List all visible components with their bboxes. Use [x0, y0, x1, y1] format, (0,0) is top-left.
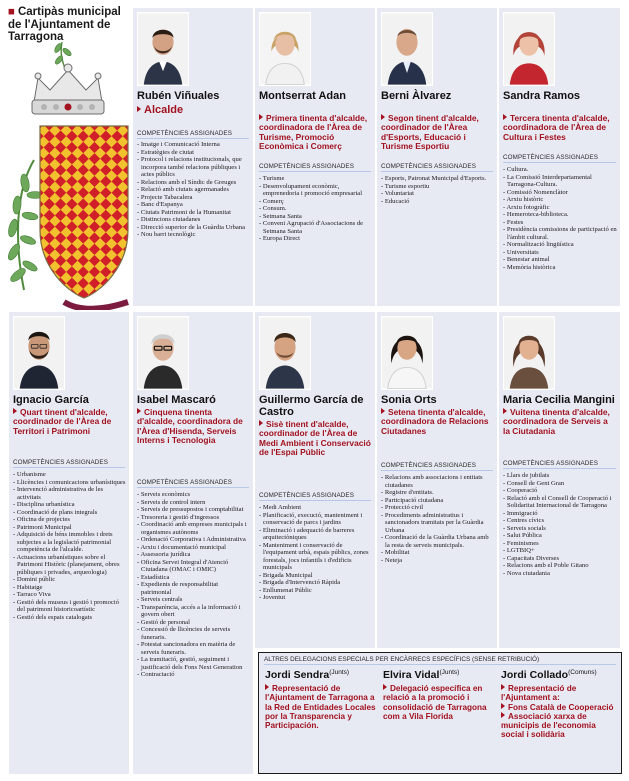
- competence-item: - Salut Pública: [503, 532, 542, 539]
- competence-item: - Gestió de personal: [137, 618, 190, 626]
- competence-item: - Gestió dels espais catalogats: [13, 613, 93, 621]
- competence-item: - Llicències i comunicacions urbanístiques: [13, 478, 126, 486]
- competence-item: - Potestat sancionadora en matèria de serveis funeraris.: [137, 641, 236, 656]
- competence-item: - Protecció civil: [381, 504, 424, 511]
- delegate-jordi-collado: [501, 667, 617, 740]
- member-name: Guillermo García de Castro: [259, 394, 364, 418]
- arrow-icon: [265, 684, 269, 690]
- competence-item: - Estadística: [137, 573, 170, 581]
- competence-item: - Expedients de responsabilitat patrimonial: [137, 581, 219, 596]
- competence-item: - Festes: [503, 218, 524, 226]
- competence-item: - Relacions amb associacions i entitats ciutadanes: [381, 474, 483, 489]
- competence-item: - Patrimoni Municipal: [13, 523, 72, 531]
- delegate-roles: [265, 684, 377, 730]
- competence-item: - Feminismes: [503, 539, 539, 547]
- member-card-sandra-ramos: [499, 8, 620, 306]
- competence-item: - Turisme esportiu: [381, 182, 430, 190]
- competence-item: - Protocol i relacions institucionals, que incorpora també relacions públiques i actes públics: [137, 156, 242, 178]
- competence-item: - Relació amb el Consell de Cooperació i Solidaritat Internacional de Tarragona: [503, 494, 612, 509]
- delegate-party: (Junts): [329, 669, 350, 676]
- competences-header: COMPETÈNCIES ASSIGNADES: [503, 460, 616, 469]
- coat-of-arms-image: [4, 40, 132, 310]
- competences-list: [381, 474, 494, 564]
- competence-item: - Cooperació: [503, 487, 538, 494]
- competence-item: - Tarraco Viva: [13, 591, 51, 598]
- competence-item: - Arxiu fotogràfic: [503, 203, 550, 211]
- competences-header: COMPETÈNCIES ASSIGNADES: [137, 479, 249, 488]
- competence-item: - Brigada d'Intervenció Ràpida: [259, 579, 341, 586]
- competence-item: - Coordinació de plans integrals: [13, 508, 98, 516]
- member-photo: [259, 316, 311, 390]
- competence-item: - Ciutats Patrimoni de la Humanitat: [137, 208, 231, 216]
- competence-item: - Ordenació Corporativa i Administrativa: [137, 536, 246, 543]
- competence-item: - Coordinació de la Guàrdia Urbana amb la resta de serveis municipals.: [381, 534, 489, 549]
- member-role: Alcalde: [137, 104, 250, 116]
- page-title-text: Cartipàs municipal de l'Ajuntament de Tarragona: [8, 6, 121, 43]
- member-name: Isabel Mascaró: [137, 394, 216, 406]
- competence-item: - Benestar animal: [503, 256, 550, 263]
- competence-item: - Setmana Santa: [259, 212, 302, 220]
- competence-item: - Coordinació amb empreses municipals i organismes autònoms: [137, 521, 247, 536]
- member-photo: [259, 12, 311, 86]
- competence-item: - Eliminació i adequació de barreres arquitectòniques: [259, 526, 355, 541]
- competence-item: - Manteniment i conservació de l'equipament urbà, espais públics, zones forestals, jocs infantils i d'edificis municipals: [259, 541, 369, 571]
- competence-item: - Comissió Nomenclàtor: [503, 188, 568, 196]
- competence-item: - Serveis de pressupostos i comptabilitat: [137, 506, 244, 513]
- arrow-icon: [501, 712, 505, 718]
- competence-item: - La tramitació, gestió, seguiment i justificació dels Fons Next Generation: [137, 656, 243, 671]
- competence-item: - Serveis econòmics: [137, 491, 191, 498]
- member-card-sonia-orts: [377, 312, 497, 648]
- competences-list: [137, 141, 250, 239]
- special-delegations-header: ALTRES DELEGACIONS ESPECIALS PER ENCÀRRECS ESPECÍFICS (SENSE RETRIBUCIÓ): [264, 656, 616, 665]
- competence-item: - Turisme: [259, 175, 285, 182]
- competences-header: COMPETÈNCIES ASSIGNADES: [13, 459, 125, 468]
- member-photo: [137, 316, 189, 390]
- member-photo: [13, 316, 65, 390]
- competence-item: - Gestió dels museus i gestió i promoció del patrimoni historicoartístic: [13, 598, 120, 613]
- member-name: Sandra Ramos: [503, 90, 581, 102]
- competence-item: - Habitatge: [13, 583, 43, 591]
- competence-item: - Participació ciutadana: [381, 496, 444, 504]
- arrow-icon: [501, 684, 505, 690]
- member-card-maria-cecilia-mangini: [499, 312, 620, 648]
- member-card-guillermo-garcia-de-castro: [255, 312, 375, 648]
- competences-list: [503, 472, 617, 577]
- member-photo: [381, 12, 433, 86]
- competence-item: - Capacitats Diverses: [503, 554, 560, 562]
- member-role: Sisè tinent d'alcalde, coordinador de l'Àrea de Medi Ambient i Conservació de l'Espai Públic: [259, 419, 371, 457]
- competence-item: - Assessoria jurídica: [137, 551, 191, 558]
- member-photo: [381, 316, 433, 390]
- competence-item: - Urbanisme: [13, 471, 46, 478]
- competence-item: - Immigració: [503, 509, 538, 517]
- competence-item: - Consum.: [259, 205, 287, 212]
- competences-list: [13, 471, 126, 621]
- delegate-party: (Junts): [439, 669, 460, 676]
- competence-item: - Actuacions urbanístiques sobre el Patrimoni Històric (planejament, obres públiques i privades, arqueologia): [13, 553, 120, 576]
- delegate-role-item: Associació xarxa de municipis de l'economia social i solidària: [501, 711, 596, 740]
- member-name: Ignacio García: [13, 394, 89, 406]
- competence-item: - Serveis de control intern: [137, 498, 206, 506]
- delegate-party: (Comuns): [568, 669, 597, 676]
- competences-header: COMPETÈNCIES ASSIGNADES: [381, 462, 493, 471]
- competence-item: - Oficina de projectes: [13, 516, 70, 523]
- arrow-icon: [383, 684, 387, 690]
- delegate-roles: [501, 684, 617, 740]
- delegate-roles: [383, 684, 495, 721]
- competence-item: - Centres cívics: [503, 517, 545, 524]
- member-card-montserrat-adan: [255, 8, 375, 306]
- delegate-role-item: Fons Català de Cooperació: [501, 703, 617, 712]
- delegate-role-item: Representació de l'Ajuntament a:: [501, 684, 577, 703]
- competences-list: [259, 504, 372, 602]
- competence-item: - Oficina Servei Integral d'Atenció Ciutadana (OMAC i OMIC): [137, 558, 229, 573]
- member-photo: [137, 12, 189, 86]
- member-name: Sonia Orts: [381, 394, 437, 406]
- competence-item: - Serveis socials: [503, 524, 546, 532]
- competence-item: - Relació amb ciutats agermanades: [137, 186, 229, 193]
- competence-item: - LGTBIQ+: [503, 547, 535, 554]
- special-delegations-box: [258, 652, 622, 774]
- delegate-role-item: Delegació específica en relació a la promoció i consolidació de Tarragona com a Vila Florida: [383, 684, 487, 721]
- competence-item: - Voluntariat: [381, 190, 414, 197]
- competence-item: - Mobilitat: [381, 549, 410, 556]
- competence-item: - Imatge i Comunicació Interna: [137, 141, 220, 148]
- delegate-role-item: Representació de l'Ajuntament de Tarragona a la Red de Entidades Locales por la Transparencia y Participación.: [265, 684, 376, 731]
- arrow-icon: [501, 703, 505, 709]
- competence-item: - Conveni Agrupació d'Associacions de Setmana Santa: [259, 220, 364, 235]
- delegate-jordi-sendra: [265, 667, 377, 730]
- competence-item: - Presidència comissions de participació en l'àmbit cultural.: [503, 226, 617, 241]
- member-photo: [503, 316, 555, 390]
- competence-item: - Normalització lingüística: [503, 241, 574, 248]
- member-photo: [503, 12, 555, 86]
- competence-item: - Nou barri tecnològic: [137, 231, 196, 238]
- competence-item: - Enllumenat Públic: [259, 586, 312, 594]
- competence-item: - Domini públic: [13, 576, 56, 583]
- member-role: Primera tinenta d'alcalde, coordinadora de l'Àrea de Turisme, Promoció Econòmica i Comerç: [259, 113, 368, 151]
- competences-list: [381, 175, 494, 205]
- competence-item: - Banc d'Espanya: [137, 201, 183, 208]
- delegate-name: Elvira Vidal$^{(Junts)}$: [383, 669, 460, 681]
- member-role: Vuitena tinenta d'alcalde, coordinadora de Serveis a la Ciutadania: [503, 407, 610, 436]
- competence-item: - Arxiu històric: [503, 196, 544, 203]
- competence-item: - Arxiu i documentació municipal: [137, 543, 226, 551]
- competence-item: - Distincions ciutadanes: [137, 216, 201, 223]
- member-role: Setena tinenta d'alcalde, coordinadora de Relacions Ciutadanes: [381, 407, 489, 436]
- competence-item: - Disciplina urbanística: [13, 501, 75, 508]
- member-role: Quart tinent d'alcalde, coordinador de l'Àrea de Territori i Patrimoni: [13, 407, 112, 436]
- competence-item: - Consell de Gent Gran: [503, 479, 565, 487]
- competence-item: - Comerç: [259, 197, 284, 205]
- competences-header: COMPETÈNCIES ASSIGNADES: [381, 163, 493, 172]
- competences-list: [503, 166, 617, 271]
- competences-header: COMPETÈNCIES ASSIGNADES: [259, 492, 371, 501]
- competences-list: [137, 491, 250, 679]
- competence-item: - Brigada Municipal: [259, 571, 313, 579]
- competence-item: - Projecte Tabacalera: [137, 193, 193, 201]
- competence-item: - Relacions amb el Poble Gitano: [503, 562, 589, 569]
- member-card-ignacio-garcia: [9, 312, 129, 774]
- competence-item: - Hemeroteca-biblioteca.: [503, 211, 569, 218]
- competence-item: - Cultura.: [503, 166, 529, 173]
- competence-item: - Neteja: [381, 556, 403, 564]
- member-card-berni-alvarez: [377, 8, 497, 306]
- competence-item: - Adquisició de béns immobles i drets subjectes a la legislació patrimonial competència de l'alcalde.: [13, 531, 113, 553]
- competence-item: - Nova ciutadania: [503, 569, 550, 577]
- competence-item: - Llars de jubilats: [503, 472, 550, 479]
- competence-item: - Tresoreria i gestió d'ingressos: [137, 513, 220, 521]
- member-name: Berni Àlvarez: [381, 90, 452, 102]
- page-title: [8, 6, 128, 44]
- competences-header: COMPETÈNCIES ASSIGNADES: [503, 154, 616, 163]
- competence-item: - Medi Ambient: [259, 504, 302, 511]
- competence-item: - Educació: [381, 197, 410, 205]
- competences-list: [259, 175, 372, 243]
- member-role: Segon tinent d'alcalde, coordinador de l'Àrea d'Esports, Educació i Turisme Esportiu: [381, 113, 479, 151]
- competence-item: - Registre d'entitats.: [381, 489, 434, 496]
- competence-item: - Intervenció administrativa de les activitats: [13, 486, 104, 501]
- member-role: Cinquena tinenta d'alcalde, coordinadora de l'Àrea d'Hisenda, Serveis Interns i Tecnologia: [137, 407, 243, 445]
- member-name: Maria Cecilia Mangini: [503, 394, 615, 406]
- competences-header: COMPETÈNCIES ASSIGNADES: [137, 130, 249, 139]
- member-role: Tercera tinenta d'alcalde, coordinadora de l'Àrea de Cultura i Festes: [503, 113, 610, 142]
- competence-item: - Contractació: [137, 671, 175, 678]
- title-marker: ■: [8, 6, 15, 18]
- delegate-name: Jordi Sendra$^{(Junts)}$: [265, 669, 350, 681]
- member-card-ruben-vinuales: [133, 8, 253, 306]
- competence-item: - Universitats: [503, 248, 539, 256]
- delegate-name: Jordi Collado$^{(Comuns)}$: [501, 669, 597, 681]
- competence-item: - Planificació, execució, manteniment i conservació de parcs i jardins: [259, 511, 363, 526]
- competence-item: - Esports, Patronat Municipal d'Esports.: [381, 175, 487, 182]
- competence-item: - Estratègies de ciutat: [137, 148, 194, 156]
- competences-header: COMPETÈNCIES ASSIGNADES: [259, 163, 371, 172]
- member-name: Rubén Viñuales: [137, 90, 220, 102]
- competence-item: - Desenvolupament econòmic, emprenedoria i promoció empresarial: [259, 182, 363, 197]
- competence-item: - Transparència, accés a la informació i govern obert: [137, 603, 241, 618]
- competence-item: - Concessió de llicències de serveis funeraris.: [137, 626, 231, 641]
- competence-item: - Joventut: [259, 594, 286, 601]
- competence-item: - Memòria històrica: [503, 263, 556, 271]
- competence-item: - Procediments administratius i sancionadors tramitats per la Guàrdia Urbana: [381, 511, 484, 534]
- delegate-elvira-vidal: [383, 667, 495, 721]
- competence-item: - Direcció superior de la Guàrdia Urbana: [137, 223, 246, 231]
- competence-item: - Relacions amb el Síndic de Greuges: [137, 178, 237, 186]
- competence-item: - La Comissió Interdepartamental Tarragona-Cultura.: [503, 173, 592, 188]
- member-card-isabel-mascaro: [133, 312, 253, 774]
- member-name: Montserrat Adan: [259, 90, 346, 102]
- competence-item: - Europa Direct: [259, 235, 301, 242]
- competence-item: - Serveis centrals: [137, 596, 183, 603]
